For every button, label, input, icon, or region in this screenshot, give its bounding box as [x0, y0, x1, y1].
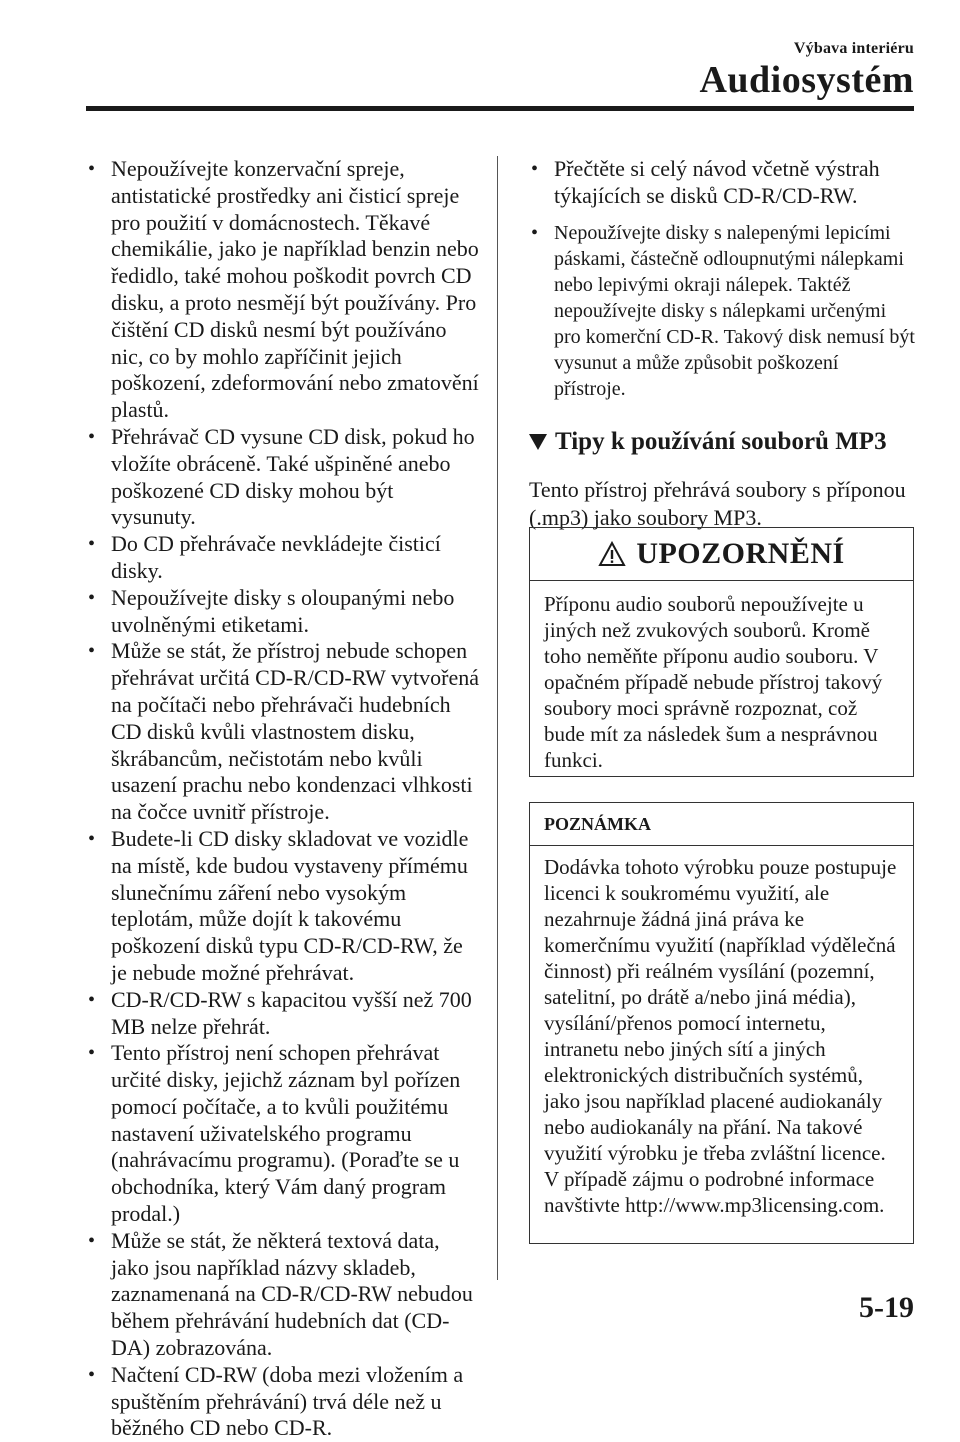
warning-box	[529, 527, 914, 777]
page-title: Audiosystém	[699, 59, 914, 101]
warning-body: Příponu audio souborů nepoužívejte u jiných než zvukových souborů. Kromě toho neměňte příponu audio souboru. V opačném případě nebude přístroj takový soubory moci správně rozpoznat, což bude mít za následek šum a nesprávnou funkci.	[544, 592, 883, 772]
section-heading-text: Tipy k používání souborů MP3	[555, 427, 887, 455]
section-intro: Tento přístroj přehrává soubory s příponou (.mp3) jako soubory MP3.	[529, 476, 906, 530]
list-item: • Budete-li CD disky skladovat ve vozidle na místě, kde budou vystaveny přímému slunečnímu záření nebo vysokým teplotám, může dojít k takovému poškození disků typu CD-R/CD-RW, že je nebude možné přehrávat.	[86, 826, 482, 987]
triangle-down-icon	[529, 434, 547, 450]
list-item: • Může se stát, že některá textová data, jako jsou například názvy skladeb, zaznamenaná na CD-R/CD-RW nebudou během přehrávání hudebních dat (CD-DA) zobrazována.	[86, 1228, 482, 1362]
list-item: • CD-R/CD-RW s kapacitou vyšší než 700 MB nelze přehrát.	[86, 987, 482, 1041]
section-heading	[529, 428, 915, 456]
list-item: • Nepoužívejte konzervační spreje, antistatické prostředky ani čisticí spreje pro použití v domácnostech. Těkavé chemikálie, jako je například benzin nebo ředidlo, také mohou poškodit povrch CD disku, a proto nesmějí být používány. Pro čištění CD disků nesmí být používáno nic, co by mohlo zapříčinit jejich poškození, zdeformování nebo zmatovění plastů.	[86, 156, 482, 424]
left-column	[86, 156, 482, 1442]
page-number: 5-19	[859, 1291, 914, 1324]
note-body: Dodávka tohoto výrobku pouze postupuje licenci k soukromému využití, ale nezahrnuje žádná jiná práva ke komerčnímu využití (například výdělečná činnost) při reálném vysílání (pozemní, satelitní, po drátě a/nebo jiná média), vysílání/přenos pomocí internetu, intranetu nebo jiných sítí a jiných elektronických distribučních systémů, jako jsou například placené audiokanály nebo audiokanály na přání. Na takové využití výrobku je třeba zvláštní licence. V případě zájmu o podrobné informace navštivte http://www.mp3licensing.com.	[544, 855, 897, 1217]
list-item: • Přehrávač CD vysune CD disk, pokud ho vložíte obráceně. Také ušpiněné anebo poškozené CD disky mohou být vysunuty.	[86, 424, 482, 531]
list-item: • Do CD přehrávače nevkládejte čisticí disky.	[86, 531, 482, 585]
right-column	[529, 156, 915, 532]
note-box	[529, 802, 914, 1244]
list-item: • Nepoužívejte disky s oloupanými nebo uvolněnými etiketami.	[86, 585, 482, 639]
list-item: • Nepoužívejte disky s nalepenými lepicími páskami, částečně odloupnutými nálepkami nebo lepivými okraji nálepek. Taktéž nepoužívejte disky s nálepkami určenými pro komerční CD-R. Takový disk nemusí být vysunut a může způsobit poškození přístroje.	[529, 220, 915, 402]
right-bullet-list	[529, 156, 915, 402]
warning-triangle-icon	[598, 541, 626, 567]
column-divider	[497, 156, 498, 1280]
list-item: • Načtení CD-RW (doba mezi vložením a spuštěním přehrávání) trvá déle než u běžného CD nebo CD-R.	[86, 1362, 482, 1442]
note-title: POZNÁMKA	[530, 803, 913, 846]
list-item: • Může se stát, že přístroj nebude schopen přehrávat určitá CD-R/CD-RW vytvořená na počítači nebo přehrávači hudebních CD disků kvůli vlastnostem disku, škrábancům, nečistotám nebo kvůli usazení prachu nebo kondenzaci vlhkosti na čočce uvnitř přístroje.	[86, 638, 482, 826]
warning-header	[530, 528, 913, 581]
warning-title: UPOZORNĚNÍ	[636, 537, 845, 570]
list-item: • Přečtěte si celý návod včetně výstrah týkajících se disků CD-R/CD-RW.	[529, 156, 915, 210]
header-section-label: Výbava interiéru	[793, 40, 914, 57]
header-rule	[86, 106, 914, 111]
left-bullet-list	[86, 156, 482, 1442]
list-item: • Tento přístroj není schopen přehrávat určité disky, jejichž záznam byl pořízen pomocí počítače, a to kvůli použitému nastavení uživatelského programu (nahrávacímu programu). (Poraďte se u obchodníka, který Vám daný program prodal.)	[86, 1040, 482, 1228]
